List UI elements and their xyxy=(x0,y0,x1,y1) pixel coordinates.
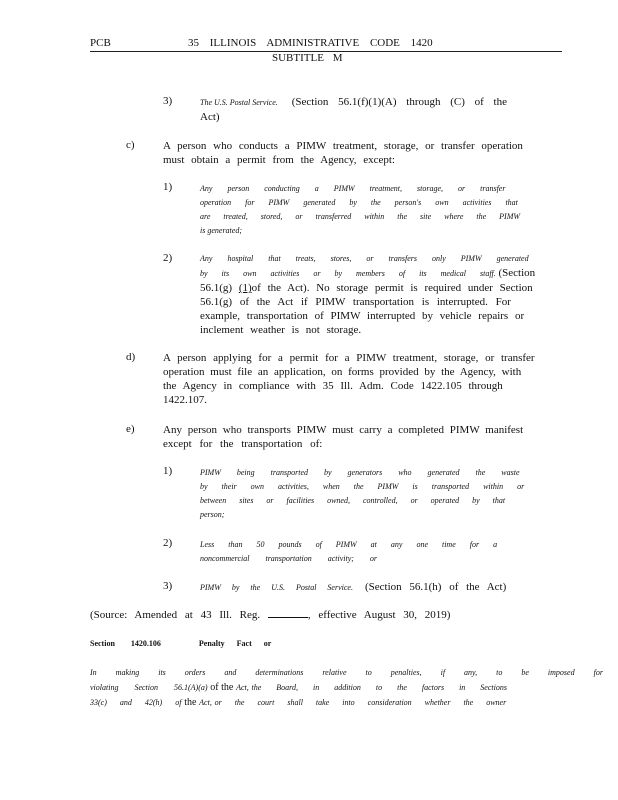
paragraph-line: the Agency in compliance with 35 Ill. Adm. Code 1422.105 through xyxy=(163,380,503,392)
citation-text: (Section 56.1(h) of the Act) xyxy=(364,581,507,593)
subsection-marker: e) xyxy=(126,423,135,435)
paragraph-text: 33(c) and 42(h) of xyxy=(90,698,182,707)
paragraph-line: except for the transportation of: xyxy=(163,438,323,450)
header-agency: PCB xyxy=(90,37,111,49)
citation-text: 56.1(g) xyxy=(200,282,233,294)
item-marker: 3) xyxy=(163,580,173,592)
source-suffix: , effective August 30, 2019) xyxy=(307,609,451,621)
paragraph-line: Any person conducting a PIMW treatment, storage, or transfer xyxy=(200,184,506,193)
closing-paragraph xyxy=(90,666,603,710)
source-prefix: (Source: Amended at 43 Ill. Reg. xyxy=(90,609,261,621)
paragraph-line: person; xyxy=(200,510,225,519)
paragraph-line: noncommercial transportation activity; or xyxy=(200,554,378,563)
item-marker: 1) xyxy=(163,181,173,193)
item-marker: 1) xyxy=(163,465,173,477)
header-subtitle: SUBTITLE M xyxy=(272,52,343,64)
list-item-c1 xyxy=(200,182,520,238)
subsection-e-text xyxy=(163,423,523,451)
paragraph-text: violating Section 56.1(A)(a) xyxy=(90,683,208,692)
paragraph-line: by its own activities or by members of its medical staff. xyxy=(200,269,496,278)
paragraph-line: between sites or facilities owned, controlled, or operated by that xyxy=(200,496,506,505)
postal-citation-end: Act) xyxy=(200,111,220,123)
paragraph-text: the xyxy=(184,697,197,708)
section-heading xyxy=(90,639,271,648)
list-item-e1 xyxy=(200,466,524,522)
paragraph-line: is generated; xyxy=(200,226,242,235)
paragraph-line: operation for PIMW generated by the person's own activities that xyxy=(200,198,518,207)
citation-text: (Section xyxy=(498,267,536,279)
subsection-marker: d) xyxy=(126,351,136,363)
paragraph-text: of the xyxy=(210,682,234,693)
blank-line xyxy=(268,607,308,618)
paragraph-text: Act, xyxy=(236,683,249,692)
paragraph-line: by their own activities, when the PIMW is transported within or xyxy=(200,482,525,491)
paragraph-text: or the court shall take into consideration whether the owner xyxy=(214,698,507,707)
list-item-e2 xyxy=(200,538,497,566)
list-item-postal xyxy=(200,95,520,124)
paragraph-line: operation must file an application, on forms provided by the Agency, with xyxy=(163,366,522,378)
subsection-c-text xyxy=(163,139,523,167)
underlined-text: (1) xyxy=(238,282,252,294)
item-marker: 3) xyxy=(163,95,173,107)
item-marker: 2) xyxy=(163,252,173,264)
running-header xyxy=(90,37,562,52)
postal-citation: (Section 56.1(f)(1)(A) through (C) of the xyxy=(291,96,507,108)
paragraph-line: are treated, stored, or transferred within the site where the PIMW xyxy=(200,212,521,221)
paragraph-text: the Board, in addition to the factors in Sections xyxy=(251,683,507,692)
item-marker: 2) xyxy=(163,537,173,549)
list-item-c2 xyxy=(200,252,535,337)
paragraph-line: A person applying for a permit for a PIMW treatment, storage, or transfer xyxy=(163,352,535,364)
paragraph-line: example, transportation of PIMW interrupted by vehicle repairs or xyxy=(200,310,525,322)
subsection-marker: c) xyxy=(126,139,135,151)
header-code-title: 35 ILLINOIS ADMINISTRATIVE CODE 1420 xyxy=(188,37,433,49)
section-number: Section 1420.106 xyxy=(90,639,161,648)
postal-italic: PIMW by the U.S. Postal Service. xyxy=(200,583,353,592)
paragraph-line: A person who conducts a PIMW treatment, storage, or transfer operation xyxy=(163,140,523,152)
paragraph-line: inclement weather is not storage. xyxy=(200,324,362,336)
source-note xyxy=(90,607,450,622)
paragraph-line: In making its orders and determinations relative to penalties, if any, to be imposed for xyxy=(90,668,603,677)
paragraph-line: 1422.107. xyxy=(163,394,207,406)
paragraph-text: Act, xyxy=(199,698,212,707)
subsection-d-text xyxy=(163,351,535,407)
paragraph-line: Any hospital that treats, stores, or transfers only PIMW generated xyxy=(200,254,529,263)
paragraph-line: must obtain a permit from the Agency, except: xyxy=(163,154,395,166)
list-item-e3 xyxy=(200,580,506,595)
paragraph-line: Any person who transports PIMW must carry a completed PIMW manifest xyxy=(163,424,524,436)
paragraph-line: 56.1(g) of the Act if PIMW transportation is interrupted. For xyxy=(200,296,511,308)
paragraph-line: Less than 50 pounds of PIMW at any one time for a xyxy=(200,540,498,549)
paragraph-line: PIMW being transported by generators who generated the waste xyxy=(200,468,520,477)
section-title: Penalty Fact or xyxy=(198,639,272,648)
citation-text: of the Act). No storage permit is required under Section xyxy=(251,282,533,294)
postal-italic: The U.S. Postal Service. xyxy=(200,98,278,107)
